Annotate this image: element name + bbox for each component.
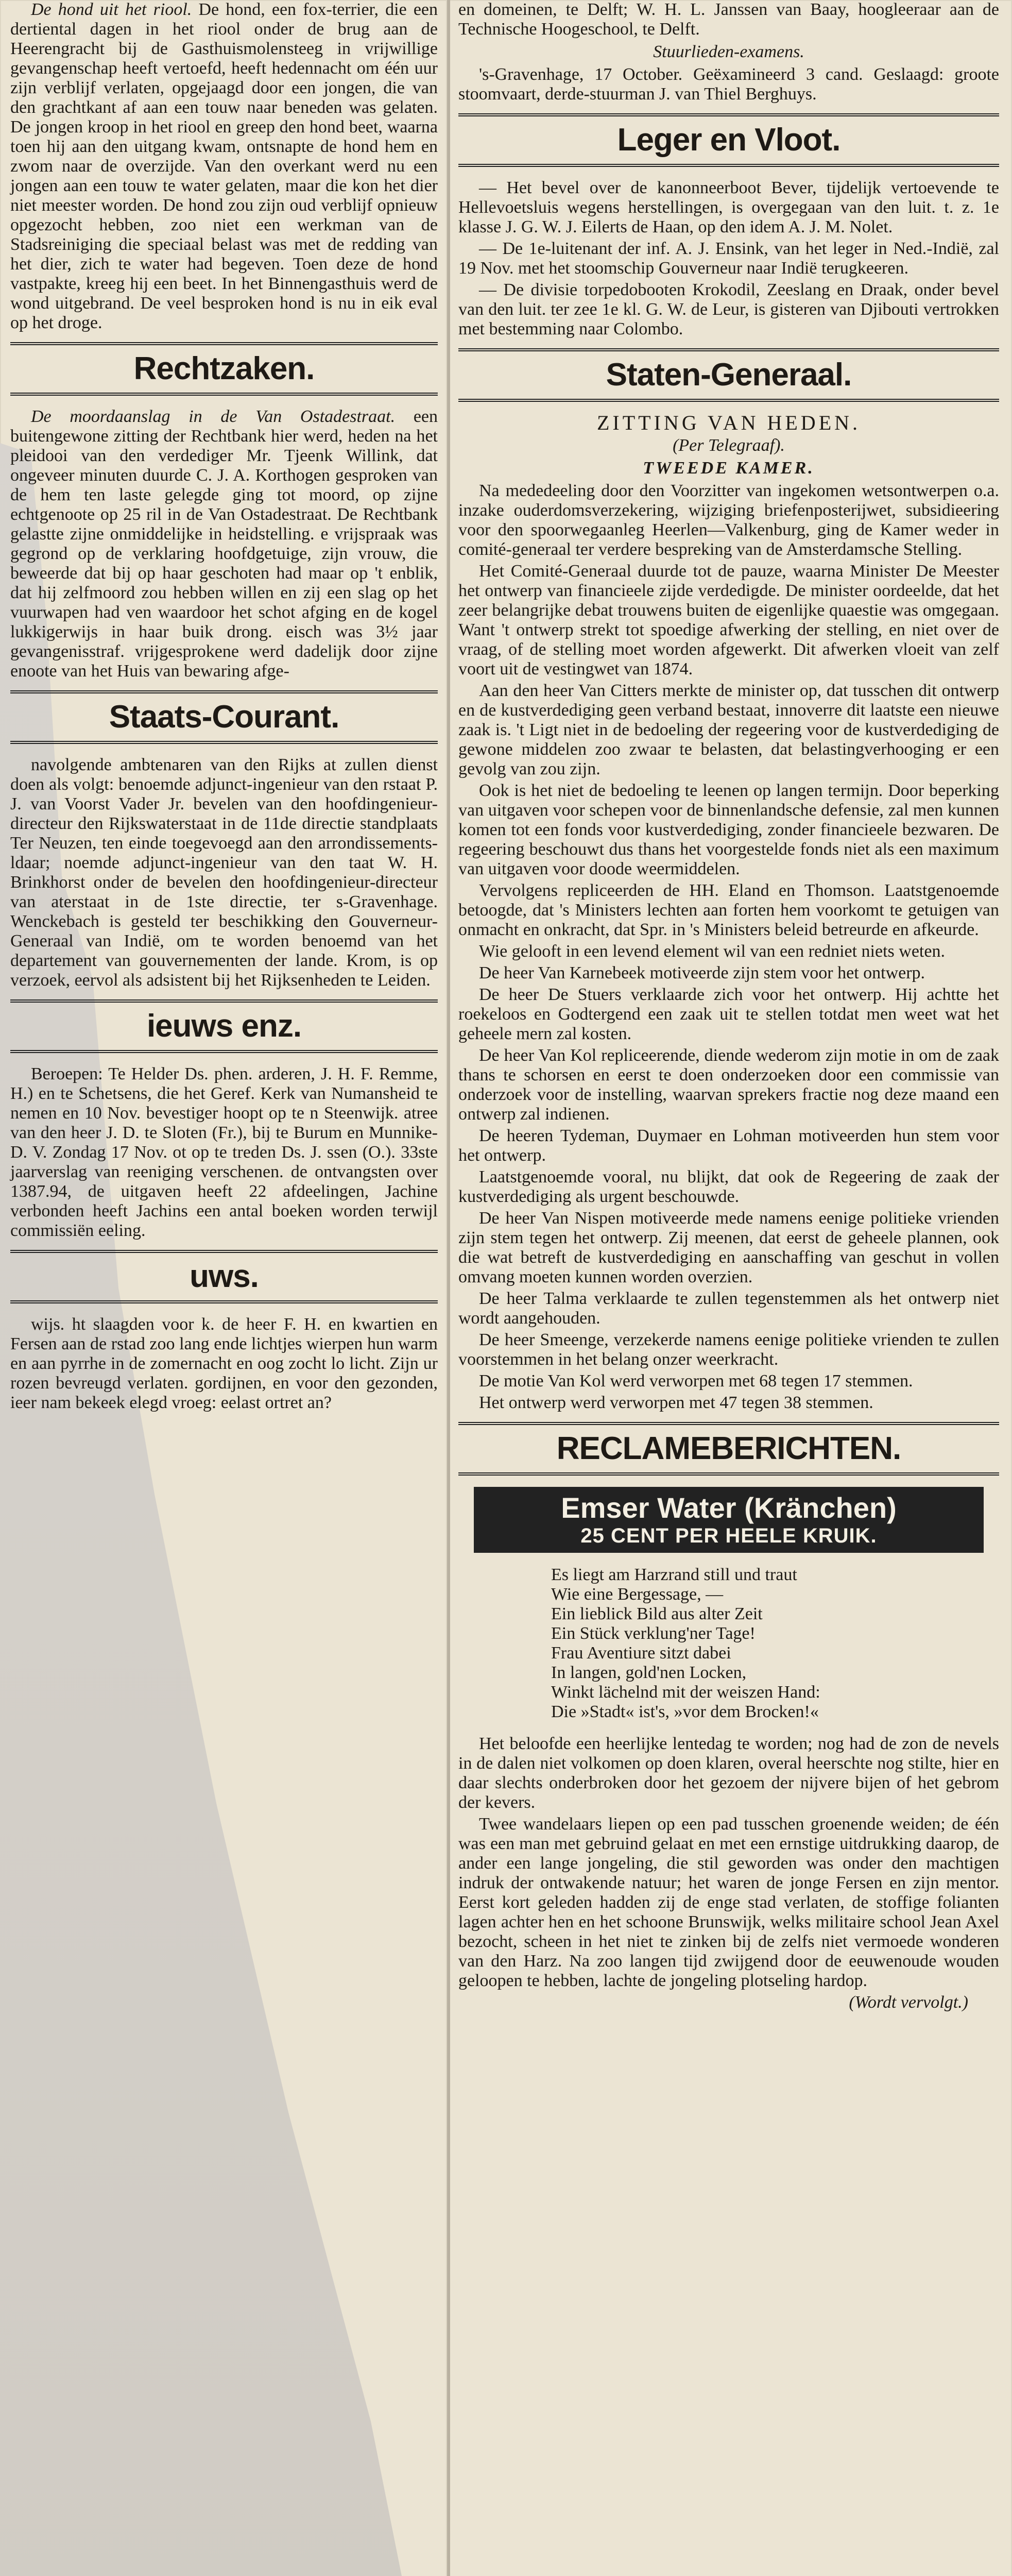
staten-paragraph: Wie gelooft in een levend element wil van een redniet niets weten. (479, 942, 945, 961)
stuurlieden-title: Stuurlieden-examens. (653, 42, 804, 61)
stemming-line: Het ontwerp werd verworpen met 47 tegen 38 stemmen. (479, 1393, 873, 1412)
poem-line: In langen, gold'nen Locken, (551, 1663, 747, 1682)
staten-paragraph: Vervolgens repliceerden de HH. Eland en Thomson. Laatstgenoemde betoogde, dat 's Ministers lechten aan forten hem voorkomt te getuigen van onmacht en onkracht, dat Spr. in 's Ministers beleid betreurde en afkeurde. (458, 881, 999, 939)
staten-paragraph: Aan den heer Van Citters merkte de minister op, dat tusschen dit ontwerp en de kustverdediging geen verband bestaat, innoverre dit laatste een nieuwe zaak is. 't Ligt niet in de bedoeling der regeering voor de kustverdediging de gewone middelen zoo zwaar te belasten, dat belastingverhooging er een gevolg van zou zijn. (458, 681, 999, 778)
staten-paragraph: De heer Van Karnebeek motiveerde zijn stem voor het ontwerp. (479, 963, 925, 982)
leger-paragraph-1: — Het bevel over de kanonneerboot Bever, tijdelijk vertoevende te Hellevoetsluis wegens herstellingen, is overgegaan van den luit. t. z. 1e klasse J. G. W. J. Eilerts de Haan, op den idem A. J. M. Nolet. (458, 178, 999, 236)
rechtzaken-text: een buitengewone zitting der Rechtbank hier werd, heden na het pleidooi van den verdediger Mr. Tjeenk Willink, dat ongeveer minuten duurde C. J. A. Korthogen gesproken van de hem ten laste gelegde ging tot moord, op zijne echtgenoote op 25 ril in de Van Ostadestraat. De Rechtbank gelastte zijne onmiddelijke in heidstelling. e vrijspraak was gegrond op de verklaring hoofdgetuige, zijn vrouw, die beweerde dat bij op haar geschoten had maar op 't enblik, dat hij zelfmoord zou hebben willen en zij een slag op het vuurwapen had ven waardoor het schot afging en de kogel lukkigerwijs in haar buik drong. eisch was 3½ jaar gevangenisstraf. vrijgesprokene werd dadelijk door zijne enoote van het Huis van bewaring afge- (10, 407, 438, 681)
staatscourant-text: navolgende ambtenaren van den Rijks at zullen dienst doen als volgt: benoemde adjunct-ingenieur van den rstaat P. J. van Voorst Vader Jr. bevelen van den hoofdingenieur-directeur den Rijkswaterstaat in de 11de directie standplaats Ter Neuzen, ten einde toegevoegd aan den arrondissements-ldaar; noemde adjunct-ingenieur van den taat W. H. Brinkhorst onder de bevelen den hoofdingenieur-directeur van aterstaat in de 1ste directie, ter s-Gravenhage. Wenckebach is gesteld ter beschikking den Gouverneur-Generaal van Indië, om te worden benoemd van het departement van gouvernementen der lande. Krom, is op verzoek, eervol als adsistent bij het Rijksenheden te Leiden. (10, 755, 438, 990)
ad-line-2: 25 CENT PER HEELE KRUIK. (580, 1524, 877, 1547)
leger-paragraph-2: — De 1e-luitenant der inf. A. J. Ensink, van het leger in Ned.-Indië, zal 19 Nov. met het stoomschip Gouverneur naar Indië terugkeeren. (458, 239, 999, 278)
right-column (458, 0, 999, 2012)
staten-heading: Staten-Generaal. (458, 348, 999, 402)
emser-water-ad (474, 1487, 984, 1553)
ad-line-1: Emser Water (Kränchen) (561, 1492, 897, 1524)
hond-text: De hond, een fox-terrier, die een dertiental dagen in het riool onder de brug aan de Heerengracht bij de Gasthuismolensteeg in vrijwillige gevangenschap heeft vertoefd, heeft hedennacht om één uur zijn verblijf verlaten, opgejaagd door een jongen, die van den grachtkant af aan een touw naar beneden was gelaten. De jongen kroop in het riool en greep den hond beet, waarna toen hij aan den uitgang kwam, ontsnapte de hond hem en zwom naar de overzijde. Van den overkant werd nu een jongen aan een touw te water gelaten, maar die kon het dier niet meester worden. De hond zou zijn oud verblijf opnieuw opgezocht hebben, zoo niet een werkman van de Stadsreiniging die speciaal belast was met de redding van het dier, zich te water had begeven. Toen deze de hond vastpakte, kreeg hij een beet. In het Binnengasthuis werd de wond uitgebrand. De veel besproken hond is nu in eik eval op het droge. (10, 0, 438, 332)
staten-paragraph: Ook is het niet de bedoeling te leenen op langen termijn. Door beperking van uitgaven voor schepen voor de binnenlandsche defensie, zal men kunnen komen tot een fonds voor kustverdediging, zonder financieele bezwaren. De regeering beschouwt dus thans het voorgestelde fonds niet als een maximum van uitgaven voor doode weermiddelen. (458, 781, 999, 878)
staten-paragraph: Laatstgenoemde vooral, nu blijkt, dat ook de Regeering de zaak der kustverdediging als urgent beschouwde. (458, 1167, 999, 1206)
telegraaf-line: (Per Telegraaf). (673, 436, 785, 455)
story-paragraph: Twee wandelaars liepen op een pad tusschen groenende weiden; de één was een man met gebruind gelaat en met een ernstige uitdrukking daarop, de ander een lange jongeling, die stil geworden was onder den machtigen indruk der ontwakende natuur; het waren de jonge Fersen en zijn mentor. Eerst kort geleden hadden zij de enge stad verlaten, de stoffige folianten lagen achter hen en het schoone Brunswijk, welks militaire school Jean Axel bezocht, scheen in het niet te zinken bij de zelfs niet vermoede wonderen van den Harz. Na zoo langen tijd zwijgend door de eeuwenoude wouden geloopen te hebben, lachte de jongeling plotseling hardop. (458, 1815, 999, 1990)
staten-paragraph: De heer Van Kol repliceerende, diende wederom zijn motie in om de zaak thans te schorsen en eerst te doen onderzoeken door een commissie van onderzoek voor de instelling, waarvan sprekers fractie nog deze maand een ontwerp zal indienen. (458, 1046, 999, 1124)
poem-line: Es liegt am Harzrand still und traut (551, 1565, 797, 1584)
rechtzaken-article (10, 407, 438, 681)
hond-article (10, 0, 438, 333)
tweede-kamer-heading: TWEEDE KAMER. (643, 459, 815, 478)
nieuws-heading: ieuws enz. (10, 999, 438, 1053)
reclame-heading: RECLAMEBERICHTEN. (458, 1422, 999, 1476)
nieuws-text: Beroepen: Te Helder Ds. phen. arderen, J. H. F. Remme, H.) en te Schetsens, die het Geref. Kerk van Numansheid te nemen en 10 Nov. bevestiger hoopt op te n Steenwijk. atree van den heer J. D. te Sloten (Fr.), bij te Burum en Munnike- D. V. Zondag 17 Nov. ot op te treden Ds. J. ssen (O.). 33ste jaarverslag van reeniging verschenen. de ontvangsten over 1387.94, de uitgaven heeft 22 afdeelingen, Jachine verbonden heeft Jachins een antal boeken worden terwijl commissiën eeling. (10, 1064, 438, 1240)
leger-heading: Leger en Vloot. (458, 113, 999, 167)
story-paragraph: Het beloofde een heerlijke lentedag te worden; nog had de zon de nevels in de dalen niet volkomen op doen klaren, overal heerschte nog stilte, hier en daar slechts onderbroken door het gezoem der nijvere bijen of het gebrom der kevers. (458, 1734, 999, 1812)
column-gutter (447, 0, 450, 2576)
rechtzaken-heading: Rechtzaken. (10, 342, 438, 396)
rechtzaken-title: De moordaanslag in de Van Ostadestraat. (31, 407, 396, 426)
poem-line: Wie eine Bergessage, — (551, 1585, 724, 1604)
staten-paragraphs (458, 481, 999, 1391)
poem (551, 1565, 999, 1722)
poem-line: Ein lieblick Bild aus alter Zeit (551, 1604, 763, 1623)
story-paragraphs (458, 1734, 999, 1991)
staten-paragraph: De heer Talma verklaarde te zullen tegenstemmen als het ontwerp niet wordt aangehouden. (458, 1289, 999, 1328)
staten-paragraph: De heer Van Nispen motiveerde mede namens eenige politieke vrienden zijn stem tegen het ontwerp. Zij meenen, dat eerst de geheele plannen, ook die wat betreft de kustverdediging en aanschaffing van geschut in vollen omvang moeten kunnen worden overzien. (458, 1209, 999, 1286)
wordt-vervolgt: (Wordt vervolgt.) (849, 1993, 968, 2012)
leger-paragraph-3: — De divisie torpedobooten Krokodil, Zeeslang en Draak, onder bevel van den luit. ter zee 1e kl. G. W. de Leur, is gisteren van Djibouti vertrokken met bestemming naar Colombo. (458, 280, 999, 338)
staten-paragraph: De heeren Tydeman, Duymaer en Lohman motiveerden hun stem voor het ontwerp. (458, 1126, 999, 1165)
uws-text: wijs. ht slaagden voor k. de heer F. H. en kwartien en Fersen aan de rstad zoo lang ende lichtjes wierpen hun warm en aan pyrrhe in de zomernacht en oog zocht lo licht. Zijn ur rozen bevreugd verlaten. gordijnen, en voor den gezonden, ieer nam bekeek elegd vroeg: eelast ortret an? (10, 1315, 438, 1412)
poem-line: Die »Stadt« ist's, »vor dem Brocken!« (551, 1702, 819, 1721)
stuurlieden-text: 's-Gravenhage, 17 October. Geëxamineerd 3 cand. Geslaagd: groote stoomvaart, derde-stuurman J. van Thiel Berghuys. (458, 65, 999, 104)
hond-title: De hond uit het riool. (31, 0, 192, 19)
zitting-heading: ZITTING VAN HEDEN. (596, 411, 861, 434)
staten-paragraph: De motie Van Kol werd verworpen met 68 tegen 17 stemmen. (479, 1371, 913, 1391)
poem-line: Winkt lächelnd mit der weiszen Hand: (551, 1683, 820, 1702)
poem-line: Ein Stück verklung'ner Tage! (551, 1624, 756, 1643)
uws-heading: uws. (10, 1250, 438, 1303)
left-column (10, 0, 438, 1415)
staatscourant-heading: Staats-Courant. (10, 690, 438, 744)
staten-paragraph: De heer Smeenge, verzekerde namens eenige politieke vrienden te zullen voorstemmen in het belang onzer weerkracht. (458, 1330, 999, 1369)
staten-paragraph: De heer De Stuers verklaarde zich voor het ontwerp. Hij achtte het roekeloos en Godtergend een zaak uit te stellen totdat men weet wat het geheele mern zal kosten. (458, 985, 999, 1043)
staten-paragraph: Na mededeeling door den Voorzitter van ingekomen wetsontwerpen o.a. inzake ouderdomsverzekering, wijziging briefenposterijwet, subsidieering voor den spoorwegaanleg Heerlen—Valkenburg, ging de Kamer weder in comité-generaal ter verdere bespreking van de Amsterdamsche Stelling. (458, 481, 999, 559)
staten-paragraph: Het Comité-Generaal duurde tot de pauze, waarna Minister De Meester het ontwerp van financieele zijde verdedigde. De minister oordeelde, dat het zeer belangrijke debat trouwens buiten de eigenlijke quaestie was omgegaan. Want 't ontwerp strekt tot spoedige afwerking der stelling, en niet over de vraag, of de stelling moet worden afgewerkt. Dit afwerken vloeit van zelf voort uit de vestingwet van 1874. (458, 562, 999, 679)
poem-line: Frau Aventiure sitzt dabei (551, 1643, 731, 1663)
top-text: en domeinen, te Delft; W. H. L. Janssen van Baay, hoogleeraar aan de Technische Hoogeschool, te Delft. (458, 0, 999, 39)
